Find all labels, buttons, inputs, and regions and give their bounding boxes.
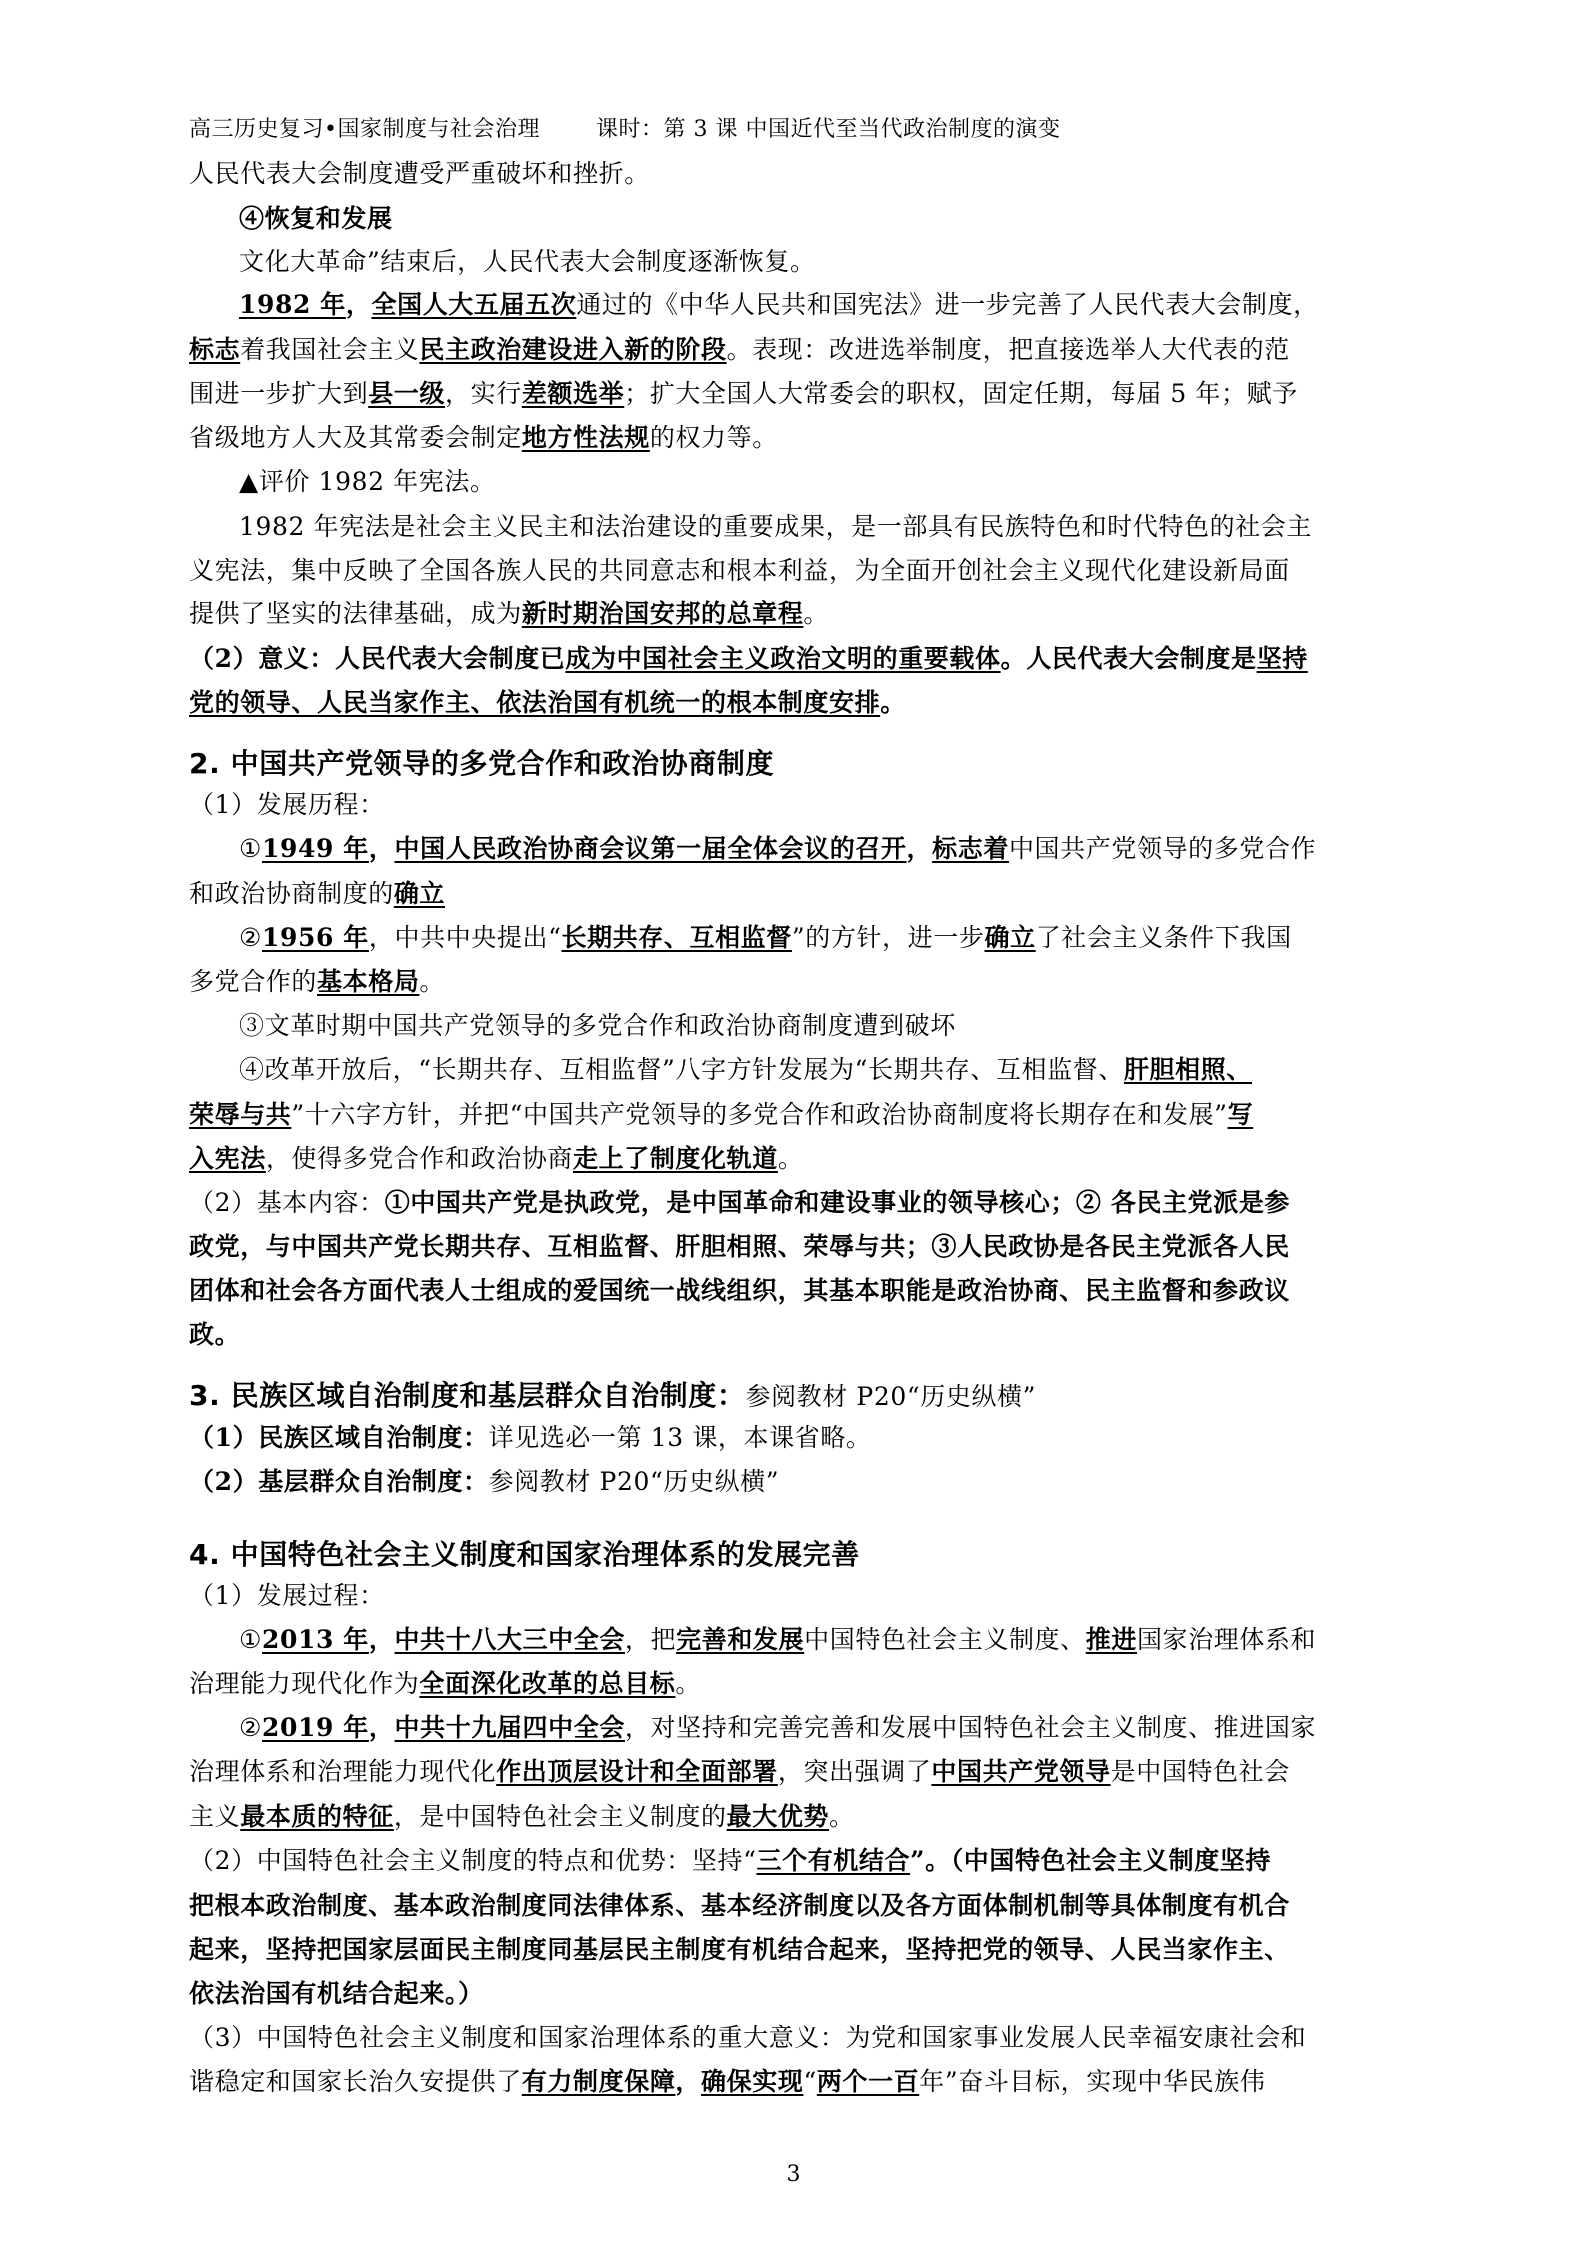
text-segment: ，实行	[445, 379, 522, 408]
text-line	[189, 1972, 1414, 2016]
page-header	[189, 108, 1414, 152]
text-segment: ，中共中央提出“	[368, 923, 562, 952]
text-segment: 3. 民族区域自治制度和基层群众自治制度：	[189, 1379, 746, 1412]
text-line	[189, 1225, 1414, 1269]
underlined-term: 民主政治建设进入新的阶段	[419, 335, 727, 364]
underlined-term: 最大优势	[726, 1802, 830, 1831]
text-segment: 通过的《中华人民共和国宪法》进一步完善了人民代表大会制度，	[576, 290, 1319, 319]
text-line	[189, 416, 1414, 460]
text-line	[189, 1181, 1414, 1225]
text-line	[189, 1093, 1414, 1137]
text-line	[189, 283, 1414, 327]
underlined-term: 长期共存、互相监督	[561, 923, 792, 952]
text-segment: ”的方针，进一步	[791, 923, 985, 952]
text-line	[189, 2016, 1414, 2060]
text-line	[189, 1884, 1414, 1928]
text-segment: （2）中国特色社会主义制度的特点和优势：坚持“	[189, 1846, 757, 1875]
text-segment: ，把	[624, 1625, 677, 1654]
text-line	[189, 592, 1414, 636]
text-line	[189, 460, 1414, 504]
text-segment: 。	[419, 967, 446, 996]
underlined-term: 完善和发展	[676, 1625, 805, 1654]
underlined-term: 推进	[1085, 1625, 1137, 1654]
text-segment: 。人民代表大会制度是	[1000, 644, 1257, 673]
text-segment: 政。	[189, 1320, 241, 1349]
header-course: 高三历史复习•国家制度与社会治理	[189, 117, 540, 142]
text-segment: 参阅教材 P20“历史纵横”	[488, 1467, 780, 1496]
underlined-term: 中共十八大三中全会	[394, 1625, 625, 1654]
text-line	[189, 1137, 1414, 1181]
text-segment: 是中国特色社会	[1110, 1757, 1290, 1786]
underlined-term: 确立	[984, 923, 1036, 952]
underlined-term: 标志着	[932, 834, 1009, 863]
underlined-term: 党的领导、人民当家作主、依法治国有机统一的根本制度安排	[189, 688, 881, 717]
underlined-term: 1956 年	[262, 923, 369, 952]
text-segment: 。	[880, 688, 906, 717]
underlined-term: 中国人民政治协商会议第一届全体会议的召开	[394, 834, 907, 863]
text-segment: 团体和社会各方面代表人士组成的爱国统一战线组织，其基本职能是政治协商、民主监督和参政议	[189, 1276, 1290, 1305]
underlined-term: 1949 年	[262, 834, 369, 863]
text-segment: （2）意义：人民代表大会制度已	[189, 644, 566, 673]
text-segment: 。表现：改进选举制度，把直接选举人大代表的范	[726, 335, 1290, 364]
text-segment: ，是中国特色社会主义制度的	[393, 1802, 727, 1831]
text-line	[189, 681, 1414, 725]
underlined-term: 中共十九届四中全会	[394, 1713, 625, 1742]
text-segment: ，突出强调了	[777, 1757, 932, 1786]
text-segment: “	[803, 2067, 817, 2096]
text-segment: ，对坚持和完善完善和发展中国特色社会主义制度、推进国家	[624, 1713, 1317, 1742]
text-line	[189, 960, 1414, 1004]
page-number: 3	[786, 2162, 801, 2187]
text-segment: 。	[829, 1802, 855, 1831]
section-heading	[189, 1374, 1414, 1419]
text-segment: ②	[239, 923, 263, 952]
text-line	[189, 1706, 1414, 1750]
underlined-term: 1982 年	[239, 290, 346, 319]
text-segment: 多党合作的	[189, 967, 318, 996]
text-line	[189, 1004, 1414, 1048]
text-segment: 和政治协商制度的	[189, 879, 394, 908]
text-line	[189, 1313, 1414, 1357]
text-segment: 。	[803, 599, 830, 628]
text-segment: （1）民族区域自治制度：	[189, 1423, 489, 1452]
text-segment: 参阅教材 P20“历史纵横”	[745, 1382, 1037, 1411]
text-segment: 依法治国有机结合起来。）	[189, 1979, 484, 2008]
text-segment: ”。（中国特色社会主义制度坚持	[910, 1846, 1271, 1875]
text-segment: ①中国共产党是执政党，是中国革命和建设事业的领导核心；② 各民主党派是参	[384, 1188, 1291, 1217]
text-line	[189, 1750, 1414, 1794]
underlined-term: 地方性法规	[521, 423, 650, 452]
text-segment: ”十六字方针，并把“中国共产党领导的多党合作和政治协商制度将长期存在和发展”	[291, 1100, 1228, 1129]
text-segment: ，	[368, 834, 395, 863]
subsection-heading	[189, 197, 1414, 241]
text-line	[189, 240, 1414, 284]
text-line	[189, 1795, 1414, 1839]
text-line	[189, 1618, 1414, 1662]
underlined-term: 肝胆相照、	[1123, 1055, 1252, 1084]
text-segment: ①	[239, 1625, 263, 1654]
section-heading	[189, 1533, 1414, 1577]
underlined-term: 基本格局	[317, 967, 420, 996]
underlined-term: 两个一百	[816, 2067, 920, 2096]
text-segment: 中国共产党领导的多党合作	[1008, 834, 1317, 863]
text-line	[189, 783, 1414, 827]
text-line	[189, 1269, 1414, 1313]
text-segment: 把根本政治制度、基本政治制度同法律体系、基本经济制度以及各方面体制机制等具体制度有机合	[189, 1891, 1290, 1920]
text-segment: 提供了坚实的法律基础，成为	[189, 599, 522, 628]
text-segment: 年”奋斗目标，实现中华民族伟	[919, 2067, 1266, 2096]
text-segment: ④恢复和发展	[239, 204, 393, 233]
text-segment: 省级地方人大及其常委会制定	[189, 423, 522, 452]
underlined-term: 县一级	[368, 379, 446, 408]
underlined-term: 全国人大五届五次	[371, 290, 577, 319]
underlined-term: 确保实现	[701, 2067, 804, 2096]
text-segment: ，	[345, 290, 372, 319]
text-segment: 起来，坚持把国家层面民主制度同基层民主制度有机结合起来，坚持把党的领导、人民当家作主、	[189, 1935, 1290, 1964]
underlined-term: 成为中国社会主义政治文明的重要载体	[565, 644, 1001, 673]
underlined-term: 有力制度保障	[521, 2067, 676, 2096]
text-segment: 治理体系和治理能力现代化	[189, 1757, 497, 1786]
underlined-term: 入宪法	[189, 1144, 266, 1173]
underlined-term: 写	[1227, 1100, 1254, 1129]
text-line	[189, 505, 1414, 549]
underlined-term: 中国共产党领导	[931, 1757, 1111, 1786]
text-segment: 。	[777, 1144, 804, 1173]
text-line	[189, 872, 1414, 916]
text-segment: 。	[675, 1669, 702, 1698]
underlined-term: 标志	[189, 335, 241, 364]
underlined-term: 三个有机结合	[756, 1846, 911, 1875]
text-line	[189, 1662, 1414, 1706]
text-segment: 1982 年宪法是社会主义民主和法治建设的重要成果，是一部具有民族特色和时代特色的社会主	[239, 512, 1312, 541]
text-segment: 了社会主义条件下我国	[1035, 923, 1292, 952]
text-segment: 着我国社会主义	[240, 335, 420, 364]
text-segment: ①	[239, 834, 263, 863]
text-segment: 围进一步扩大到	[189, 379, 369, 408]
text-line	[189, 372, 1414, 416]
underlined-term: 坚持	[1256, 644, 1308, 673]
text-segment: 中国特色社会主义制度、	[804, 1625, 1086, 1654]
text-line	[189, 1928, 1414, 1972]
underlined-term: 全面深化改革的总目标	[419, 1669, 676, 1698]
text-line	[189, 916, 1414, 960]
text-line	[189, 827, 1414, 871]
text-line	[189, 1574, 1414, 1618]
text-segment: 4. 中国特色社会主义制度和国家治理体系的发展完善	[189, 1538, 860, 1571]
underlined-term: 最本质的特征	[240, 1802, 394, 1831]
text-line	[189, 2060, 1414, 2104]
text-line	[189, 1460, 1414, 1504]
text-segment: 文化大革命”结束后，人民代表大会制度逐渐恢复。	[239, 247, 816, 276]
text-segment: ，	[368, 1713, 395, 1742]
underlined-term: 2013 年	[262, 1625, 369, 1654]
text-segment: （2）基本内容：	[189, 1188, 385, 1217]
text-segment: 国家治理体系和	[1136, 1625, 1317, 1654]
section-heading	[189, 742, 1414, 786]
text-segment: 详见选必一第 13 课，本课省略。	[488, 1423, 872, 1452]
text-segment: 的权力等。	[649, 423, 778, 452]
text-segment: 主义	[189, 1802, 241, 1831]
text-segment: （1）发展历程：	[189, 790, 385, 819]
underlined-term: 走上了制度化轨道	[573, 1144, 778, 1173]
text-line	[189, 549, 1414, 593]
text-segment: ②	[239, 1713, 263, 1742]
text-line	[189, 328, 1414, 372]
underlined-term: 确立	[393, 879, 446, 908]
text-segment: （3）中国特色社会主义制度和国家治理体系的重大意义：为党和国家事业发展人民幸福安康社会和	[189, 2023, 1307, 2052]
text-segment: ；扩大全国人大常委会的职权，固定任期，每届 5 年；赋予	[624, 379, 1298, 408]
header-lesson: 课时：第 3 课 中国近代至当代政治制度的演变	[595, 117, 1061, 142]
text-segment: ，	[906, 834, 933, 863]
underlined-term: 荣辱与共	[189, 1100, 292, 1129]
underlined-term: 差额选举	[521, 379, 625, 408]
text-segment: ▲评价 1982 年宪法。	[239, 467, 496, 496]
text-segment: ，使得多党合作和政治协商	[265, 1144, 574, 1173]
text-segment: ③文革时期中国共产党领导的多党合作和政治协商制度遭到破坏	[239, 1011, 956, 1040]
text-segment: （1）发展过程：	[189, 1581, 385, 1610]
text-segment: 人民代表大会制度遭受严重破坏和挫折。	[189, 159, 650, 188]
text-segment: （2）基层群众自治制度：	[189, 1467, 489, 1496]
text-segment: ④改革开放后，“长期共存、互相监督”八字方针发展为“长期共存、互相监督、	[239, 1055, 1124, 1084]
text-line	[189, 1839, 1414, 1883]
underlined-term: 2019 年	[262, 1713, 369, 1742]
text-line	[189, 152, 1414, 196]
text-segment: 治理能力现代化作为	[189, 1669, 420, 1698]
text-line	[189, 1416, 1414, 1460]
text-line	[189, 1048, 1414, 1092]
text-segment: 2. 中国共产党领导的多党合作和政治协商制度	[189, 747, 775, 780]
text-segment: ，	[368, 1625, 395, 1654]
text-segment: ，	[675, 2067, 702, 2096]
text-segment: 谐稳定和国家长治久安提供了	[189, 2067, 522, 2096]
underlined-term: 作出顶层设计和全面部署	[496, 1757, 778, 1786]
text-segment: 义宪法，集中反映了全国各族人民的共同意志和根本利益，为全面开创社会主义现代化建设新局面	[189, 556, 1290, 585]
underlined-term: 新时期治国安邦的总章程	[521, 599, 804, 628]
text-segment: 政党，与中国共产党长期共存、互相监督、肝胆相照、荣辱与共；③人民政协是各民主党派各人民	[189, 1232, 1290, 1261]
text-line	[189, 637, 1414, 681]
